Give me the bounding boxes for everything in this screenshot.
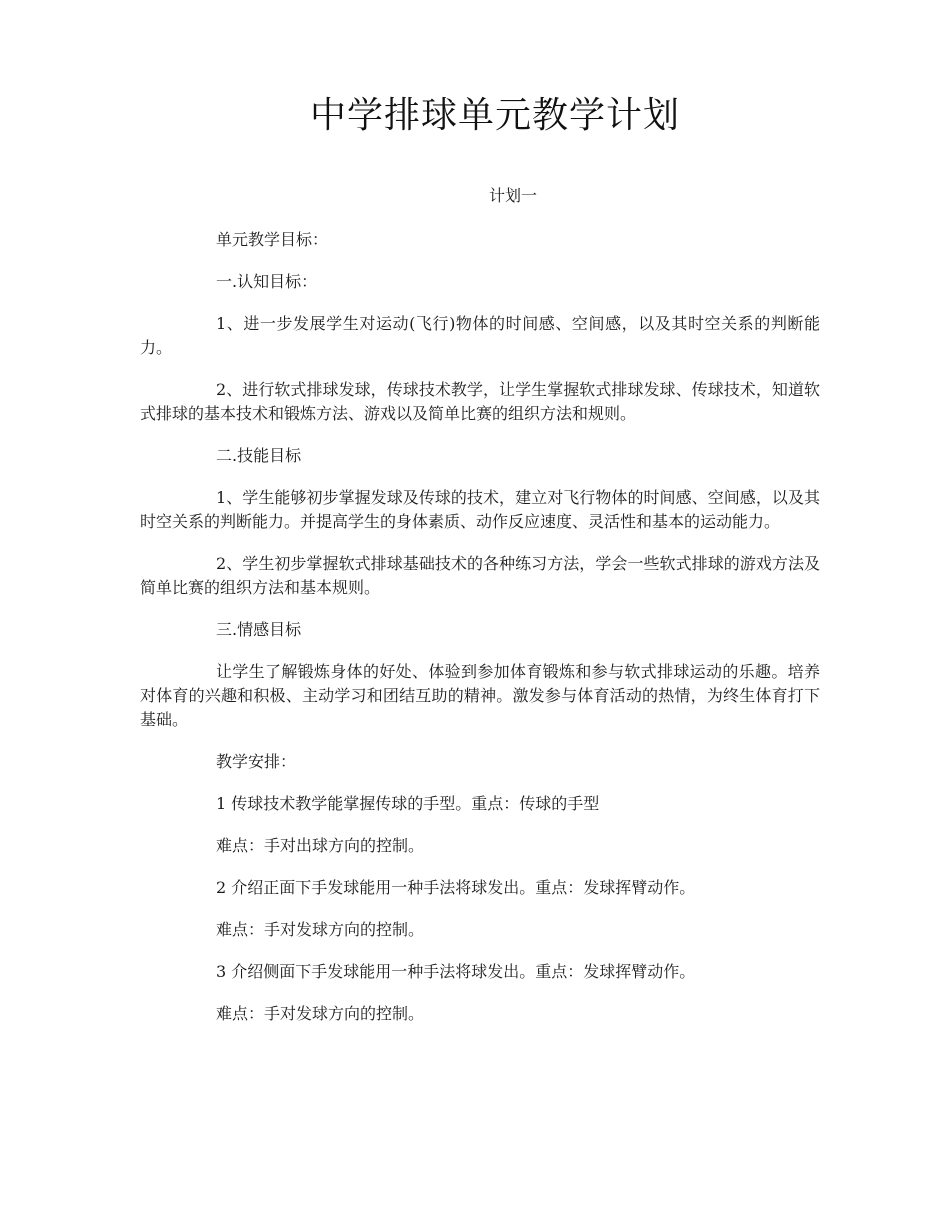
- paragraph: 1 传球技术教学能掌握传球的手型。重点：传球的手型: [216, 794, 600, 813]
- paragraph: 难点：手对发球方向的控制。: [216, 920, 425, 939]
- document-subtitle: 计划一: [488, 186, 537, 205]
- paragraph: 2、学生初步掌握软式排球基础技术的各种练习方法，学会一些软式排球的游戏方法及简单比赛的组织方法和基本规则。: [140, 554, 820, 597]
- paragraph: 一.认知目标：: [216, 272, 318, 291]
- paragraph: 3 介绍侧面下手发球能用一种手法将球发出。重点：发球挥臂动作。: [216, 962, 696, 981]
- paragraph: 让学生了解锻炼身体的好处、体验到参加体育锻炼和参与软式排球运动的乐趣。培养对体育的兴趣和积极、主动学习和团结互助的精神。激发参与体育活动的热情，为终生体育打下基础。: [140, 662, 820, 729]
- paragraph: 难点：手对出球方向的控制。: [216, 836, 425, 855]
- paragraph: 1、进一步发展学生对运动(飞行)物体的时间感、空间感，以及其时空关系的判断能力。: [140, 314, 820, 357]
- paragraph: 2 介绍正面下手发球能用一种手法将球发出。重点：发球挥臂动作。: [216, 878, 696, 897]
- paragraph: 1、学生能够初步掌握发球及传球的技术，建立对飞行物体的时间感、空间感，以及其时空关系的判断能力。并提高学生的身体素质、动作反应速度、灵活性和基本的运动能力。: [140, 488, 820, 531]
- paragraph: 单元教学目标：: [216, 230, 329, 249]
- paragraph: 2、进行软式排球发球，传球技术教学，让学生掌握软式排球发球、传球技术，知道软式排球的基本技术和锻炼方法、游戏以及简单比赛的组织方法和规则。: [140, 380, 820, 423]
- document-body: [140, 228, 820, 1044]
- paragraph: 教学安排：: [216, 752, 297, 771]
- paragraph: 难点：手对发球方向的控制。: [216, 1004, 425, 1023]
- paragraph: 二.技能目标: [216, 446, 302, 465]
- paragraph: 三.情感目标: [216, 620, 302, 639]
- document-title: 中学排球单元教学计划: [309, 95, 680, 136]
